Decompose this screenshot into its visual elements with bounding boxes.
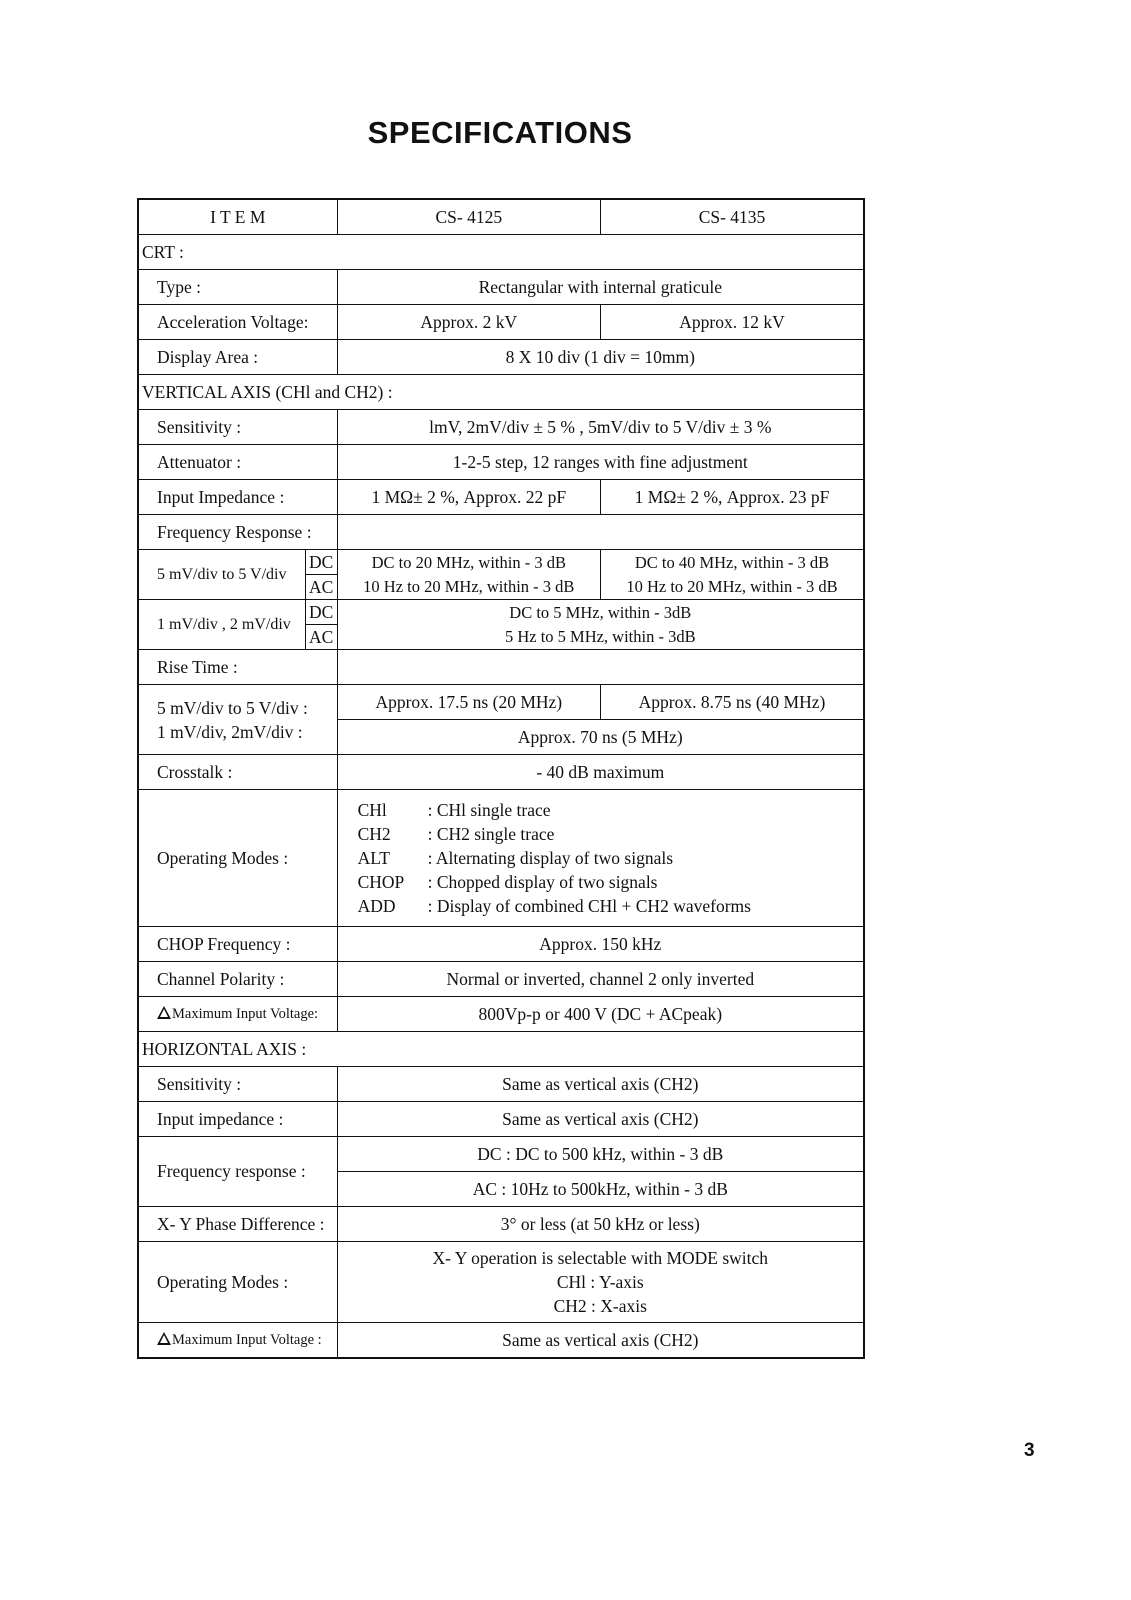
freq-ac-a: 10 Hz to 20 MHz, within - 3 dB xyxy=(363,576,575,596)
crt-heading: CRT : xyxy=(138,235,864,270)
v-freq-label: Frequency Response : xyxy=(138,515,337,550)
accel-voltage-a: Approx. 2 kV xyxy=(337,305,600,340)
table-header-row xyxy=(138,199,864,235)
phase-label: X- Y Phase Difference : xyxy=(138,1207,337,1242)
rise-2: Approx. 70 ns (5 MHz) xyxy=(337,720,864,755)
rise-range1-label: 5 mV/div to 5 V/div : xyxy=(157,697,308,718)
v-max-input-label: Maximum Input Voltage: xyxy=(138,997,337,1032)
freq1-b xyxy=(601,550,864,600)
dc-marker: DC xyxy=(308,552,334,572)
ac-marker: AC xyxy=(306,624,337,649)
table-row xyxy=(138,1102,864,1137)
freq2-value xyxy=(337,600,864,650)
table-row xyxy=(138,1323,864,1359)
v-sensitivity-value: lmV, 2mV/div ± 5 % , 5mV/div to 5 V/div ± 3 % xyxy=(337,410,864,445)
crosstalk-label: Crosstalk : xyxy=(138,755,337,790)
v-impedance-b: 1 MΩ± 2 %, Approx. 23 pF xyxy=(601,480,864,515)
model-a-header: CS- 4125 xyxy=(337,199,600,235)
v-sensitivity-label: Sensitivity : xyxy=(138,410,337,445)
polarity-value: Normal or inverted, channel 2 only inverted xyxy=(337,962,864,997)
chop-value: Approx. 150 kHz xyxy=(337,927,864,962)
v-impedance-a: 1 MΩ± 2 %, Approx. 22 pF xyxy=(337,480,600,515)
v-modes-value xyxy=(337,790,864,927)
rise-ranges-label xyxy=(138,685,337,755)
section-row xyxy=(138,1032,864,1067)
xy-line: CH2 : X-axis xyxy=(553,1296,647,1316)
attenuator-label: Attenuator : xyxy=(138,445,337,480)
table-row xyxy=(138,1242,864,1323)
h-freq-label: Frequency response : xyxy=(138,1137,337,1207)
table-row xyxy=(138,600,864,650)
v-impedance-label: Input Impedance : xyxy=(138,480,337,515)
freq-ac-b: 10 Hz to 20 MHz, within - 3 dB xyxy=(626,576,838,596)
list-item: CHOP : Chopped display of two signals xyxy=(357,872,658,892)
accel-voltage-label: Acceleration Voltage: xyxy=(138,305,337,340)
table-row xyxy=(138,515,864,550)
freq1-a xyxy=(337,550,600,600)
crt-type-value: Rectangular with internal graticule xyxy=(337,270,864,305)
h-freq-ac: AC : 10Hz to 500kHz, within - 3 dB xyxy=(337,1172,864,1207)
v-freq-blank xyxy=(337,515,864,550)
freq-dc-b: DC to 40 MHz, within - 3 dB xyxy=(634,552,830,572)
h-max-input-value: Same as vertical axis (CH2) xyxy=(337,1323,864,1359)
freq2-dc: DC to 5 MHz, within - 3dB xyxy=(509,602,692,622)
rise-time-label: Rise Time : xyxy=(138,650,337,685)
table-row xyxy=(138,480,864,515)
vertical-heading: VERTICAL AXIS (CHl and CH2) : xyxy=(138,375,864,410)
specifications-table xyxy=(137,198,865,1359)
h-modes-value xyxy=(337,1242,864,1323)
list-item: ADD : Display of combined CHl + CH2 waveforms xyxy=(357,896,751,916)
table-row xyxy=(138,755,864,790)
display-area-value: 8 X 10 div (1 div = 10mm) xyxy=(337,340,864,375)
warning-triangle-icon xyxy=(157,1006,171,1019)
table-row xyxy=(138,270,864,305)
model-b-header: CS- 4135 xyxy=(601,199,864,235)
ac-marker: AC xyxy=(306,574,337,599)
page-number: 3 xyxy=(1024,1440,1035,1461)
section-row xyxy=(138,235,864,270)
table-row xyxy=(138,340,864,375)
rise-range2-label: 1 mV/div, 2mV/div : xyxy=(157,721,303,742)
table-row xyxy=(138,410,864,445)
crt-type-label: Type : xyxy=(138,270,337,305)
phase-value: 3° or less (at 50 kHz or less) xyxy=(337,1207,864,1242)
table-row xyxy=(138,1207,864,1242)
rise-a: Approx. 17.5 ns (20 MHz) xyxy=(337,685,600,720)
display-area-label: Display Area : xyxy=(138,340,337,375)
table-row xyxy=(138,1137,864,1172)
table-row xyxy=(138,962,864,997)
h-freq-dc: DC : DC to 500 kHz, within - 3 dB xyxy=(337,1137,864,1172)
freq2-ac: 5 Hz to 5 MHz, within - 3dB xyxy=(504,626,696,646)
list-item: CHl : CHl single trace xyxy=(357,800,551,820)
freq-range1-label: 5 mV/div to 5 V/div xyxy=(138,550,305,600)
h-max-input-label: Maximum Input Voltage : xyxy=(138,1323,337,1359)
h-modes-label: Operating Modes : xyxy=(138,1242,337,1323)
list-item: ALT : Alternating display of two signals xyxy=(357,848,674,868)
attenuator-value: 1-2-5 step, 12 ranges with fine adjustment xyxy=(337,445,864,480)
chop-label: CHOP Frequency : xyxy=(138,927,337,962)
page-title: SPECIFICATIONS xyxy=(367,115,633,150)
h-impedance-value: Same as vertical axis (CH2) xyxy=(337,1102,864,1137)
freq-range2-label: 1 mV/div , 2 mV/div xyxy=(138,600,305,650)
table-row xyxy=(138,927,864,962)
dc-marker: DC xyxy=(308,602,334,622)
freq-dc-a: DC to 20 MHz, within - 3 dB xyxy=(371,552,566,572)
accel-voltage-b: Approx. 12 kV xyxy=(601,305,864,340)
item-header: I T E M xyxy=(138,199,337,235)
table-row xyxy=(138,445,864,480)
list-item: CH2 : CH2 single trace xyxy=(357,824,555,844)
dc-ac-marker xyxy=(305,600,337,650)
section-row xyxy=(138,375,864,410)
xy-line: X- Y operation is selectable with MODE switch xyxy=(432,1248,769,1268)
warning-triangle-icon xyxy=(157,1332,171,1345)
table-row xyxy=(138,1067,864,1102)
rise-b: Approx. 8.75 ns (40 MHz) xyxy=(601,685,864,720)
table-row xyxy=(138,650,864,685)
xy-modes xyxy=(338,1242,863,1322)
table-row xyxy=(138,997,864,1032)
h-sensitivity-label: Sensitivity : xyxy=(138,1067,337,1102)
rise-time-blank xyxy=(337,650,864,685)
xy-line: CHl : Y-axis xyxy=(556,1272,644,1292)
table-row xyxy=(138,685,864,720)
horizontal-heading: HORIZONTAL AXIS : xyxy=(138,1032,864,1067)
h-impedance-label: Input impedance : xyxy=(138,1102,337,1137)
table-row xyxy=(138,305,864,340)
v-modes-label: Operating Modes : xyxy=(138,790,337,927)
modes-list xyxy=(338,790,863,926)
v-max-input-value: 800Vp-p or 400 V (DC + ACpeak) xyxy=(337,997,864,1032)
table-row xyxy=(138,790,864,927)
table-row xyxy=(138,550,864,600)
dc-ac-marker xyxy=(305,550,337,600)
crosstalk-value: - 40 dB maximum xyxy=(337,755,864,790)
polarity-label: Channel Polarity : xyxy=(138,962,337,997)
h-sensitivity-value: Same as vertical axis (CH2) xyxy=(337,1067,864,1102)
